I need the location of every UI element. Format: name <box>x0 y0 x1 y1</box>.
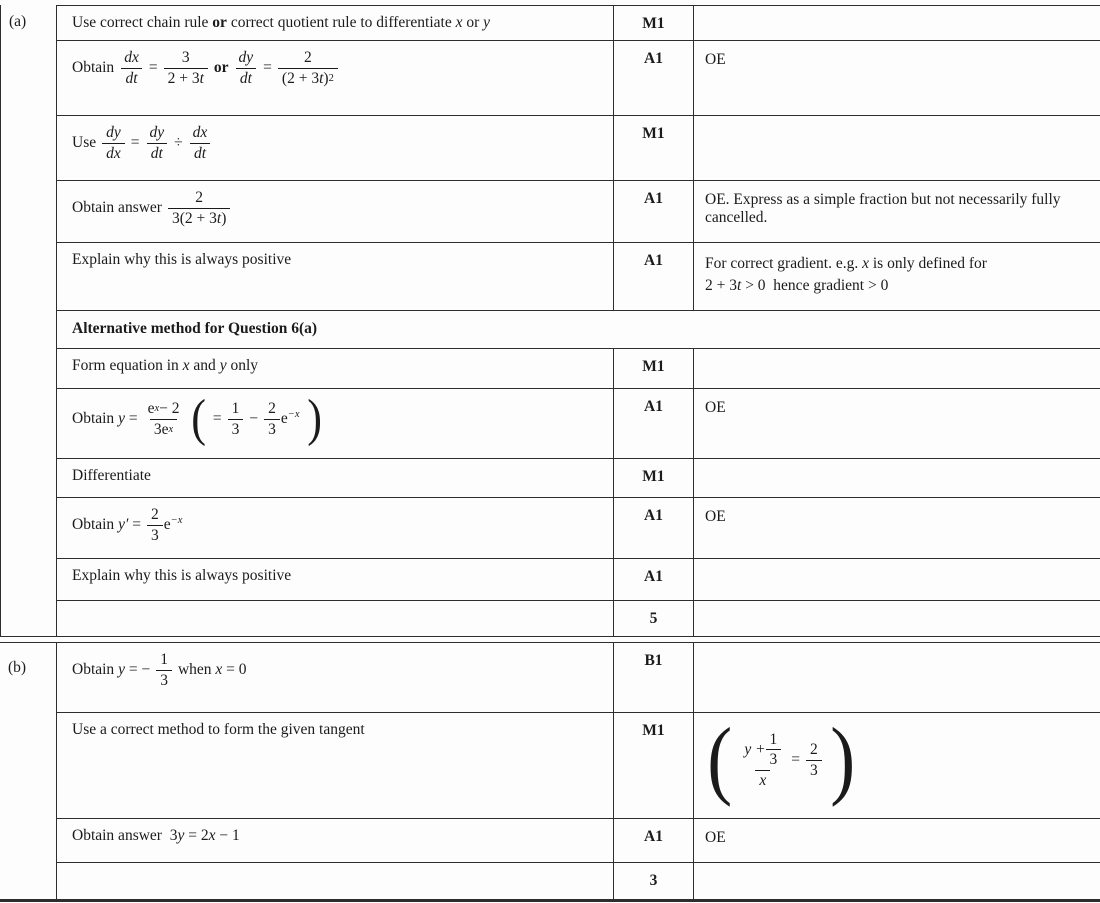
text-fragment: Use correct chain rule <box>72 14 213 31</box>
row-obtain-answer-a <box>56 181 1100 243</box>
text-explain: Explain why this is always positive <box>72 251 292 268</box>
text-fragment: Obtain answer 3 <box>72 827 178 844</box>
mark-a1: A1 <box>644 252 663 269</box>
frac-den: 3 <box>806 760 822 780</box>
bottom-rule <box>0 899 1100 902</box>
cell-comment-tangent <box>694 713 1100 818</box>
equals-sign: = <box>128 516 141 534</box>
comment-line-1 <box>705 253 1092 275</box>
bold-or: or <box>212 14 227 31</box>
cell-comment <box>694 498 1100 558</box>
mark-a1: A1 <box>644 507 663 524</box>
row-alternative-method <box>56 311 1100 349</box>
frac-den <box>168 208 230 228</box>
var-x: x <box>208 827 216 844</box>
frac-den: dt <box>147 143 167 163</box>
superscript-minus-x: −x <box>287 408 300 420</box>
text-explain: Explain why this is always positive <box>72 567 292 584</box>
big-left-paren: ( <box>190 390 206 447</box>
mark-a1: A1 <box>644 190 663 207</box>
frac-num: dy <box>149 124 165 141</box>
cell-comment <box>694 863 1100 899</box>
frac-den: 3 <box>766 749 782 769</box>
frac-num: 1 <box>769 730 778 748</box>
frac-num: e x − 2 <box>147 399 180 417</box>
equals-sign: = <box>791 751 801 769</box>
frac-den: 3 <box>147 525 163 545</box>
cell-part-b-total <box>614 863 694 899</box>
row-explain-positive-1 <box>56 243 1100 311</box>
mark-a1: A1 <box>644 568 663 585</box>
equals-minus: = − <box>124 661 151 679</box>
row-obtain-y-prime <box>56 498 1100 559</box>
text-fragment: = 0 <box>222 661 247 679</box>
e-roman: e <box>147 399 155 417</box>
cell-main-use-chain <box>56 116 614 180</box>
var-t: t <box>737 277 742 295</box>
var-y: y <box>118 661 125 679</box>
cell-mark <box>614 389 694 458</box>
row-obtain-derivatives <box>56 41 1100 116</box>
cell-comment <box>694 41 1100 115</box>
text-obtain: Obtain <box>72 59 115 77</box>
part-a-rows <box>56 5 1100 636</box>
frac-num: 2 <box>268 399 276 417</box>
cell-comment <box>694 6 1100 40</box>
cell-mark <box>614 181 694 242</box>
den-text: 3(2 + 3 <box>171 209 217 227</box>
var-y: y <box>219 357 227 374</box>
fraction-1-3 <box>228 400 244 439</box>
text-use: Use <box>72 134 97 152</box>
cell-comment <box>694 819 1100 862</box>
e-roman: e <box>280 410 288 428</box>
cell-mark <box>614 6 694 40</box>
fraction-2-3 <box>147 506 163 545</box>
cell-comment <box>694 643 1100 712</box>
fraction-1-3-nested <box>766 731 782 770</box>
text-fragment: − 1 <box>215 827 240 844</box>
fraction-dx-dt <box>189 124 212 163</box>
row-tangent-method <box>56 713 1100 819</box>
minus-sign: − <box>249 410 259 428</box>
den-text: ) <box>221 209 227 227</box>
fraction-dy-dt <box>146 124 169 163</box>
var-x: x <box>215 661 223 679</box>
part-a-label-text: (a) <box>9 13 27 30</box>
frac-num: dx <box>124 49 139 66</box>
comment-oe: OE <box>705 399 726 416</box>
cell-mark <box>614 498 694 558</box>
var-y: y <box>483 14 491 31</box>
fraction-dy-dx <box>102 124 125 163</box>
divide-sign: ÷ <box>174 134 183 152</box>
part-b-total: 3 <box>649 872 658 889</box>
text-differentiate: Differentiate <box>72 467 151 484</box>
part-b-section <box>0 643 1100 899</box>
var-t: t <box>199 69 204 87</box>
den-text: (2 + 3 <box>281 69 320 87</box>
frac-den: dt <box>190 143 210 163</box>
fraction-2-over-3-2plus3t <box>168 189 230 228</box>
cell-main-obtain-derivatives <box>56 41 614 115</box>
cell-mark <box>614 713 694 818</box>
frac-num: 2 <box>150 506 159 523</box>
part-b-label-text: (b) <box>8 659 27 676</box>
cell-comment <box>694 116 1100 180</box>
text-fragment: correct quotient rule to differentiate <box>226 14 456 31</box>
part-a-section <box>0 5 1100 636</box>
part-a-label <box>0 5 56 636</box>
row-obtain-y <box>56 389 1100 459</box>
superscript-minus-x: −x <box>170 515 183 527</box>
den-text: 3e <box>153 420 169 438</box>
mark-m1: M1 <box>642 358 665 375</box>
cell-mark <box>614 559 694 600</box>
big-right-paren: ) <box>306 390 322 447</box>
cell-mark <box>614 349 694 388</box>
cell-main-differentiate <box>56 459 614 497</box>
row-chain-rule <box>56 6 1100 41</box>
var-y-plus: y + <box>744 741 766 759</box>
comment-oe: OE <box>705 829 726 846</box>
fraction-dy-dt <box>235 49 258 88</box>
frac-den: 3 <box>156 670 172 690</box>
var-t: t <box>319 69 324 87</box>
cell-main-obtain-answer-a <box>56 181 614 242</box>
cell-main-obtain-y-prime <box>56 498 614 558</box>
frac-num: 3 <box>181 49 190 66</box>
frac-den <box>164 68 208 88</box>
frac-den: dx <box>102 143 125 163</box>
row-obtain-answer-b <box>56 819 1100 863</box>
e-term <box>164 516 183 534</box>
fraction-2-3 <box>264 400 280 439</box>
chain-rule-text <box>72 14 490 32</box>
mark-a1: A1 <box>644 50 663 67</box>
den-text: ) <box>323 69 329 87</box>
cell-mark <box>614 243 694 310</box>
big-right-paren: ) <box>829 711 855 808</box>
var-t: t <box>216 209 222 227</box>
mark-m1: M1 <box>642 15 665 32</box>
frac-num <box>740 731 785 771</box>
text-obtain: Obtain <box>72 661 119 679</box>
text-fragment: 2 + 3 <box>705 277 737 295</box>
fraction-gradient <box>740 731 785 790</box>
row-part-a-total <box>56 601 1100 636</box>
cell-comment <box>694 459 1100 497</box>
var-x: x <box>182 357 190 374</box>
cell-main-obtain-answer-b <box>56 819 614 862</box>
var-y: y <box>177 827 185 844</box>
two-thirds-e-group <box>147 506 182 545</box>
text-fragment: Form equation in <box>72 357 183 374</box>
two-thirds-e-group <box>264 400 299 439</box>
cell-comment <box>694 601 1100 636</box>
equals-sign: = <box>263 59 272 77</box>
cell-part-a-total <box>614 601 694 636</box>
cell-main-explain-2 <box>56 559 614 600</box>
row-part-b-total <box>56 863 1100 899</box>
frac-den: dt <box>236 68 256 88</box>
cell-main-form-equation <box>56 349 614 388</box>
frac-num: 1 <box>160 651 168 668</box>
cell-comment <box>694 243 1100 310</box>
text-fragment: > 0 hence gradient > 0 <box>741 277 889 295</box>
cell-comment <box>694 559 1100 600</box>
alternative-method-heading: Alternative method for Question 6(a) <box>72 320 318 337</box>
bold-or: or <box>213 59 229 77</box>
cell-mark <box>614 459 694 497</box>
comment-oe: OE <box>705 51 726 68</box>
cell-main-explain-1 <box>56 243 614 310</box>
row-explain-positive-2 <box>56 559 1100 601</box>
cell-comment <box>694 349 1100 388</box>
frac-num: dy <box>106 124 121 141</box>
frac-den: x <box>755 770 770 790</box>
obtain-answer-tangent <box>72 827 240 845</box>
when-x-0 <box>178 661 247 679</box>
text-obtain: Obtain <box>72 410 119 428</box>
cell-main-tangent-method <box>56 713 614 818</box>
frac-num: 2 <box>810 741 818 759</box>
mark-a1: A1 <box>644 828 663 845</box>
text-fragment: = 2 <box>184 827 209 844</box>
comment-oe-fraction: OE. Express as a simple fraction but not necessarily fully cancelled. <box>705 191 1061 226</box>
cell-mark <box>614 643 694 712</box>
equals-sign: = <box>124 410 138 428</box>
part-separator-double-line <box>0 636 1100 643</box>
text-tangent-method: Use a correct method to form the given tangent <box>72 721 365 738</box>
text-when: when <box>177 661 216 679</box>
frac-num: dy <box>238 49 254 66</box>
var-x: x <box>455 14 463 31</box>
obtain-y-lead <box>72 661 150 679</box>
cell-main-obtain-y <box>56 389 614 458</box>
obtain-y-lead <box>72 410 138 428</box>
form-equation-text <box>72 357 258 375</box>
frac-num: 2 <box>195 189 204 206</box>
comment-line-2 <box>705 275 1092 297</box>
part-b-label <box>0 643 56 899</box>
row-obtain-y-at-0 <box>56 643 1100 713</box>
fraction-ex-minus-2-over-3ex <box>144 400 184 439</box>
fraction-1-3 <box>156 651 172 690</box>
obtain-y-prime-lead <box>72 516 141 534</box>
frac-den: 3e x <box>150 419 177 439</box>
mark-m1: M1 <box>642 722 665 739</box>
equals-sign: = <box>148 59 158 77</box>
cell-main-empty <box>56 863 614 899</box>
fraction-2-over-2plus3t-squared <box>278 49 338 88</box>
row-form-equation <box>56 349 1100 389</box>
text-fragment: or <box>462 14 484 31</box>
e-roman: e <box>163 516 171 534</box>
fraction-3-over-2plus3t <box>164 49 208 88</box>
cell-main-chain-rule <box>56 6 614 40</box>
text-fragment: For correct gradient. e.g. <box>705 255 863 272</box>
cell-main-empty <box>56 601 614 636</box>
row-use-chain <box>56 116 1100 181</box>
text-fragment: is only defined for <box>868 255 987 272</box>
fraction-2-3 <box>806 741 822 780</box>
part-b-rows <box>56 643 1100 899</box>
text-obtain: Obtain <box>72 516 119 534</box>
fraction-dx-dt <box>120 49 143 88</box>
frac-num: dx <box>192 124 208 141</box>
frac-num: 1 <box>231 399 240 417</box>
big-left-paren: ( <box>707 711 733 808</box>
den-text: 2 + 3 <box>167 69 200 87</box>
frac-den: 3 <box>228 419 244 439</box>
cell-alternative-method <box>56 311 1100 348</box>
frac-num: 2 <box>304 49 312 66</box>
frac-den: 3 <box>264 419 280 439</box>
e-term <box>281 410 300 428</box>
equals-sign: = <box>130 134 140 152</box>
cell-comment <box>694 389 1100 458</box>
equals-sign: = <box>212 410 222 428</box>
comment-oe: OE <box>705 508 726 525</box>
var-y-prime: y′ <box>118 516 129 534</box>
part-a-total: 5 <box>649 610 658 627</box>
cell-mark <box>614 819 694 862</box>
frac-den: (2 + 3 t ) 2 <box>278 68 338 88</box>
mark-m1: M1 <box>642 125 665 142</box>
row-differentiate <box>56 459 1100 498</box>
mark-m1: M1 <box>642 468 665 485</box>
var-y: y <box>118 410 125 428</box>
num-text: − 2 <box>159 399 180 417</box>
mark-b1: B1 <box>644 652 663 669</box>
text-fragment: only <box>226 357 259 374</box>
var-x: x <box>862 255 869 272</box>
mark-a1: A1 <box>644 398 663 415</box>
cell-main-obtain-y-at-0 <box>56 643 614 712</box>
cell-mark <box>614 116 694 180</box>
text-obtain-answer: Obtain answer <box>72 199 162 217</box>
text-fragment: and <box>189 357 220 374</box>
cell-comment <box>694 181 1100 242</box>
cell-mark <box>614 41 694 115</box>
frac-den: dt <box>121 68 141 88</box>
